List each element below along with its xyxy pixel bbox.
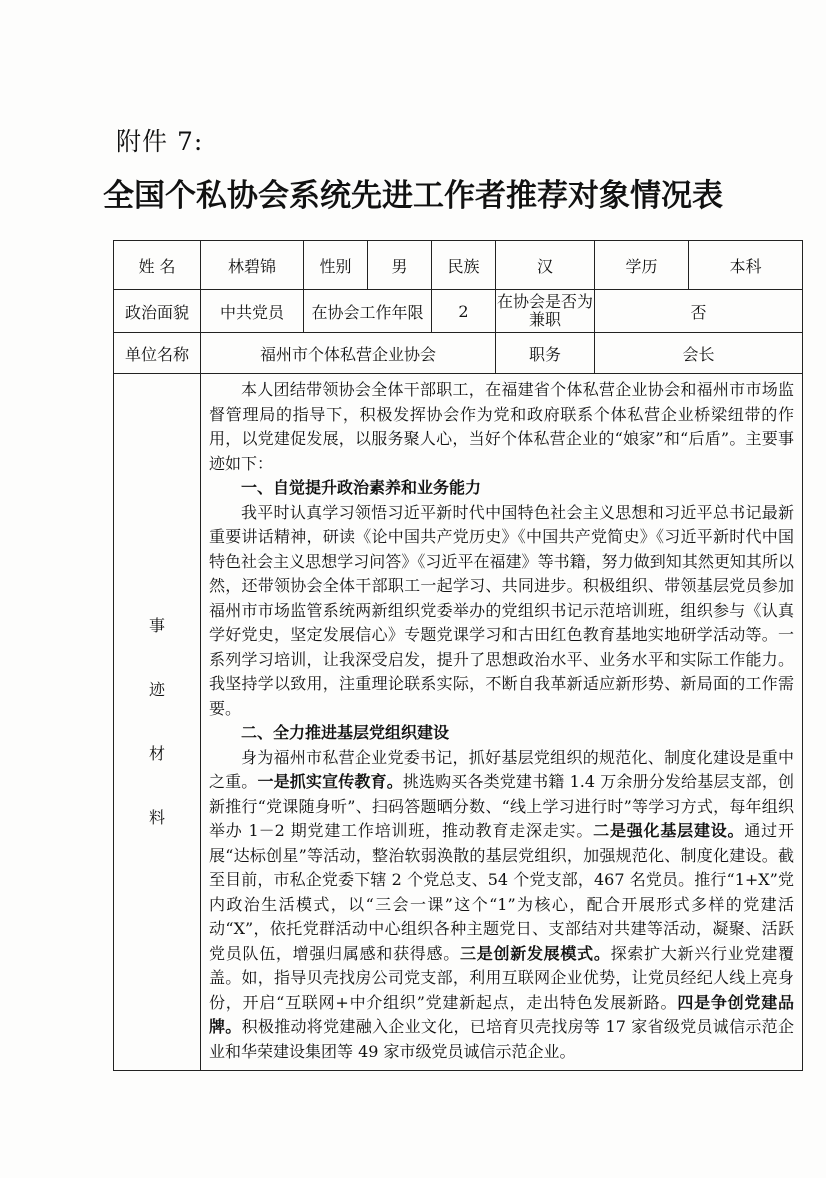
education-value: 本科 [689,241,803,290]
years-value: 2 [432,290,496,333]
form-row-political [114,290,803,333]
deeds-heading-2: 二、全力推进基层党组织建设 [241,723,450,742]
para2-text-3: 探索扩大新兴行业党建覆盖。如，指导贝壳找房公司党支部，利用互联网企业优势，让党员经纪人线上亮身份，开启“互联网+中介组织”党建新起点，走出特色发展新路。 [209,943,794,1012]
name-value: 林碧锦 [201,241,304,290]
political-value: 中共党员 [201,290,304,333]
position-value: 会长 [595,333,803,374]
education-label: 学历 [595,241,689,290]
parttime-value: 否 [595,290,803,333]
name-label: 姓 名 [114,241,201,290]
para2-point-4: 四是争创党建品牌。 [209,992,794,1036]
gender-value: 男 [368,241,432,290]
deeds-intro: 本人团结带领协会全体干部职工，在福建省个体私营企业协会和福州市市场监督管理局的指导下，积极发挥协会作为党和政府联系个体私营企业桥梁纽带的作用，以党建促发展，以服务聚人心，当好个体私营企业的“娘家”和“后盾”。主要事迹如下： [209,380,794,473]
political-label: 政治面貌 [114,290,201,333]
unit-value: 福州市个体私营企业协会 [201,333,496,374]
deeds-label-char: 材 [148,744,165,763]
gender-label: 性别 [304,241,368,290]
ethnicity-label: 民族 [432,241,496,290]
para2-text-1: 挑选购买各类党建书籍 1.4 万余册分发给基层支部，创新推行“党课随身听”、扫码答题晒分数、“线上学习进行时”等学习方式，每年组织举办 1－2 期党建工作培训班，推动教育走深走实。 [209,772,794,840]
form-row-deeds [114,374,803,1071]
ethnicity-value: 汉 [496,241,595,290]
deeds-label-char: 事 [148,616,165,635]
para2-point-1: 一是抓实宣传教育。 [257,772,403,791]
attachment-label: 附件 7: [116,127,204,156]
para2-point-2: 二是强化基层建设。 [593,821,745,840]
para2-text-4: 积极推动将党建融入企业文化，已培育贝壳找房等 17 家省级党员诚信示范企业和华荣建设集团等 49 家市级党员诚信示范企业。 [209,1017,794,1061]
years-label: 在协会工作年限 [304,290,432,333]
form-row-basic [114,241,803,290]
unit-label: 单位名称 [114,333,201,374]
position-label: 职务 [496,333,595,374]
deeds-heading-1: 一、自觉提升政治素养和业务能力 [241,478,482,497]
page-title: 全国个私协会系统先进工作者推荐对象情况表 [103,178,723,214]
deeds-label-char: 料 [148,808,165,827]
deeds-label-char: 迹 [148,680,165,699]
deeds-content [201,374,803,1071]
form-row-unit [114,333,803,374]
nomination-form-table [113,240,803,1071]
deeds-paragraph-1: 我平时认真学习领悟习近平新时代中国特色社会主义思想和习近平总书记最新重要讲话精神，研读《论中国共产党历史》《中国共产党简史》《习近平新时代中国特色社会主义思想学习问答》《习近平在福建》等书籍，努力做到知其然更知其所以然，还带领协会全体干部职工一起学习、共同进步。积极组织、带领基层党员参加福州市市场监管系统两新组织党委举办的党组织书记示范培训班，组织参与《认真学好党史，坚定发展信心》专题党课学习和古田红色教育基地实地研学活动等。一系列学习培训，让我深受启发，提升了思想政治水平、业务水平和实际工作能力。我坚持学以致用，注重理论联系实际，不断自我革新适应新形势、新局面的工作需要。 [209,502,794,718]
parttime-label: 在协会是否为兼职 [496,290,595,333]
para2-text-2: 通过开展“达标创星”等活动，整治软弱涣散的基层党组织，加强规范化、制度化建设。截至目前，市私企党委下辖 2 个党总支、54 个党支部，467 名党员。推行“1+X”党内政治生活模式，以“三会一课”这个“1”为核心，配合开展形式多样的党建活动“X”，依托党群活动中心组织各种主题党日、支部结对共建等活动，凝聚、活跃党员队伍，增强归属感和获得感。 [209,821,794,963]
para2-point-3: 三是创新发展模式。 [460,943,611,963]
deeds-paragraph-2 [209,746,794,1065]
deeds-label [114,374,201,1071]
para2-lead: 身为福州市私营企业党委书记，抓好基层党组织的规范化、制度化建设是重中之重。 [209,747,794,791]
